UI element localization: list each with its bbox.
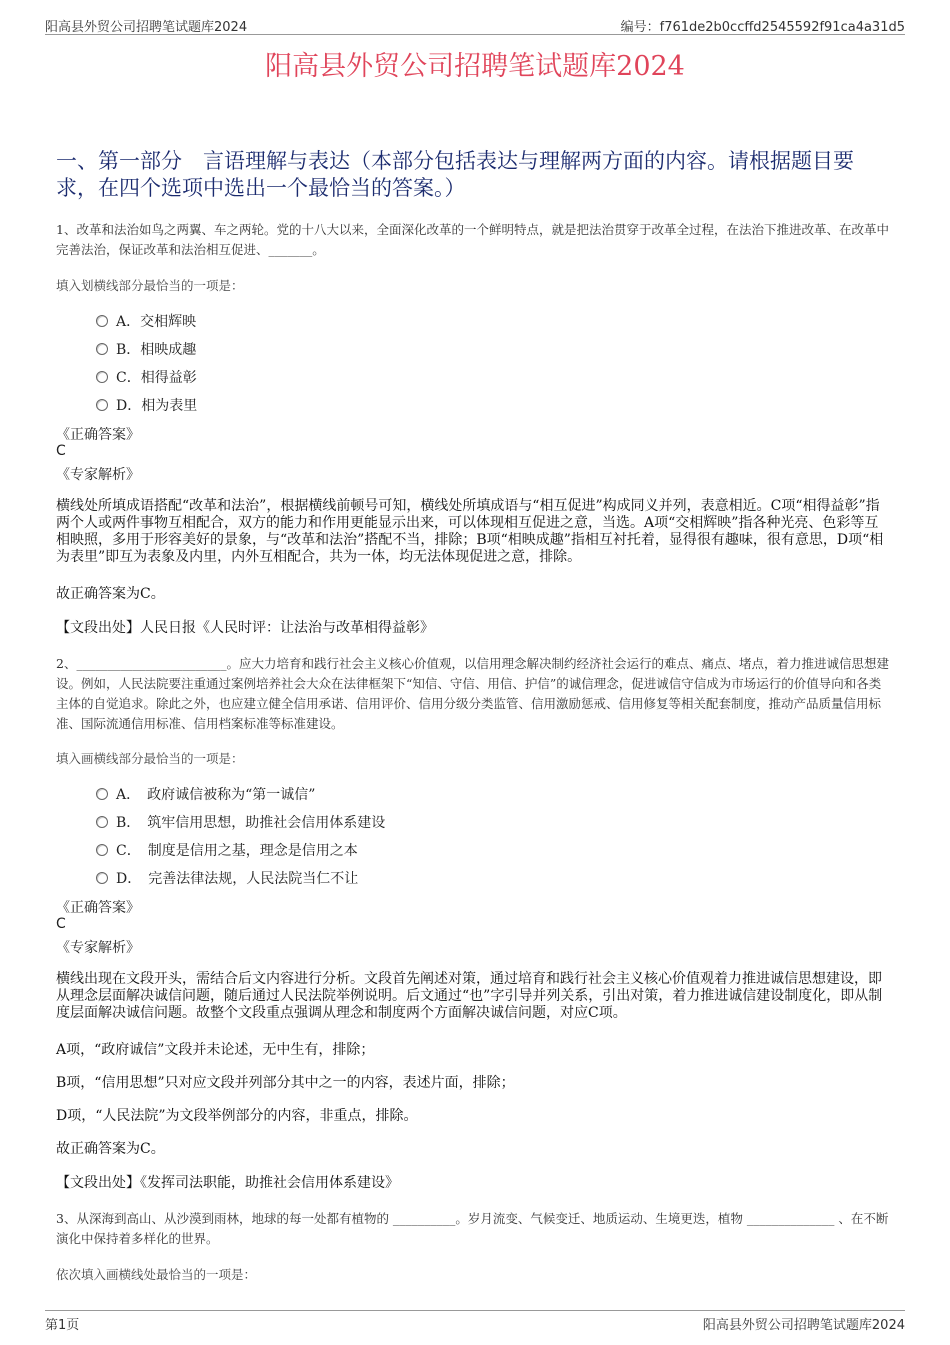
question-2-note-a: A项，“政府诚信”文段并未论述，无中生有，排除； <box>56 1042 375 1058</box>
question-2-option-b[interactable]: B． 筑牢信用思想，助推社会信用体系建设 <box>96 812 385 832</box>
question-2-note-d: D项，“人民法院”为文段举例部分的内容，非重点，排除。 <box>56 1108 418 1124</box>
radio-icon[interactable] <box>96 315 108 327</box>
question-2-option-d[interactable]: D． 完善法律法规，人民法院当仁不让 <box>96 868 358 888</box>
question-1-option-b[interactable]: B．相映成趣 <box>96 339 196 359</box>
question-2-analysis: 横线出现在文段开头，需结合后文内容进行分析。文段首先阐述对策，通过培育和践行社会主义核心价值观着力推进诚信思想建设，即从理念层面解决诚信问题，随后通过人民法院举例说明。后文通过“也”字引导并列关系，引出对策，着力推进诚信建设制度化，即从制度层面解决诚信问题。故整个文段重点强调从理念和制度两个方面解决诚信问题，对应C项。 <box>56 971 883 1021</box>
question-1-answer-label: 《正确答案》 <box>56 427 140 443</box>
question-1-conclusion: 故正确答案为C。 <box>56 586 165 602</box>
question-1-prompt: 填入划横线部分最恰当的一项是： <box>56 278 244 293</box>
question-1-option-d[interactable]: D．相为表里 <box>96 395 197 415</box>
question-1-analysis: 横线处所填成语搭配“改革和法治”，根据横线前顿号可知，横线处所填成语与“相互促进”构成同义并列，表意相近。C项“相得益彰”指两个人或两件事物互相配合，双方的能力和作用更能显示出来，可以体现相互促进之意，当选。A项“交相辉映”指各种光亮、色彩等互相映照，多用于形容美好的景象，与“改革和法治”搭配不当，排除；B项“相映成趣”指相互衬托着，显得很有趣味，很有意思，D项“相为表里”即互为表象及内里，内外互相配合，共为一体，均无法体现促进之意，排除。 <box>56 498 884 565</box>
question-1-analysis-label: 《专家解析》 <box>56 467 140 483</box>
radio-icon[interactable] <box>96 872 108 884</box>
question-2-text: 2、________________________。应大力培育和践行社会主义核心价值观，以信用理念解决制约经济社会运行的难点、痛点、堵点，着力推进诚信思想建设。例如，人民法院要注重通过案例培养社会大众在法律框架下“知信、守信、用信、护信”的诚信理念，促进诚信守信成为市场运行的价值导向和各类主体的自觉追求。除此之外，也应建立健全信用承诺、信用评价、信用分级分类监管、信用激励惩戒、信用修复等相关配套制度，推动产品质量信用标准、国际流通信用标准、信用档案标准等标准建设。 <box>56 656 889 731</box>
radio-icon[interactable] <box>96 399 108 411</box>
question-2-conclusion: 故正确答案为C。 <box>56 1141 165 1157</box>
header-title: 阳高县外贸公司招聘笔试题库2024 <box>45 20 248 35</box>
question-1-answer: C <box>56 443 66 459</box>
question-1-source: 【文段出处】人民日报《人民时评：让法治与改革相得益彰》 <box>56 620 434 636</box>
footer-title: 阳高县外贸公司招聘笔试题库2024 <box>702 1318 905 1333</box>
page-footer <box>45 1310 905 1331</box>
radio-icon[interactable] <box>96 371 108 383</box>
question-2-analysis-label: 《专家解析》 <box>56 940 140 956</box>
question-1-text: 1、改革和法治如鸟之两翼、车之两轮。党的十八大以来，全面深化改革的一个鲜明特点，就是把法治贯穿于改革全过程，在法治下推进改革、在改革中完善法治，保证改革和法治相互促进、_______。 <box>56 222 889 257</box>
document-title: 阳高县外贸公司招聘笔试题库2024 <box>265 51 685 82</box>
question-2-answer-label: 《正确答案》 <box>56 900 140 916</box>
question-1-option-c[interactable]: C．相得益彰 <box>96 367 197 387</box>
page-number: 第1页 <box>45 1318 80 1333</box>
radio-icon[interactable] <box>96 816 108 828</box>
question-2-answer: C <box>56 916 66 932</box>
section-heading: 一、第一部分 言语理解与表达（本部分包括表达与理解两方面的内容。请根据题目要求，在四个选项中选出一个最恰当的答案。） <box>56 149 854 200</box>
question-3-text: 3、从深海到高山、从沙漠到雨林，地球的每一处都有植物的 __________。岁月流变、气候变迁、地质运动、生境更迭，植物 ______________ 、在不断演化中保持着多样化的世界。 <box>56 1211 889 1246</box>
radio-icon[interactable] <box>96 844 108 856</box>
header-serial: 编号：f761de2b0ccffd2545592f91ca4a31d5 <box>620 20 905 35</box>
radio-icon[interactable] <box>96 788 108 800</box>
question-3-prompt: 依次填入画横线处最恰当的一项是： <box>56 1267 257 1282</box>
question-2-option-a[interactable]: A． 政府诚信被称为“第一诚信” <box>96 784 315 804</box>
radio-icon[interactable] <box>96 343 108 355</box>
question-2-source: 【文段出处】《发挥司法职能，助推社会信用体系建设》 <box>56 1175 399 1191</box>
question-2-note-b: B项，“信用思想”只对应文段并列部分其中之一的内容，表述片面，排除； <box>56 1075 515 1091</box>
page-header <box>45 14 905 35</box>
question-1-option-a[interactable]: A．交相辉映 <box>96 311 196 331</box>
question-2-prompt: 填入画横线部分最恰当的一项是： <box>56 751 244 766</box>
question-2-option-c[interactable]: C． 制度是信用之基，理念是信用之本 <box>96 840 358 860</box>
